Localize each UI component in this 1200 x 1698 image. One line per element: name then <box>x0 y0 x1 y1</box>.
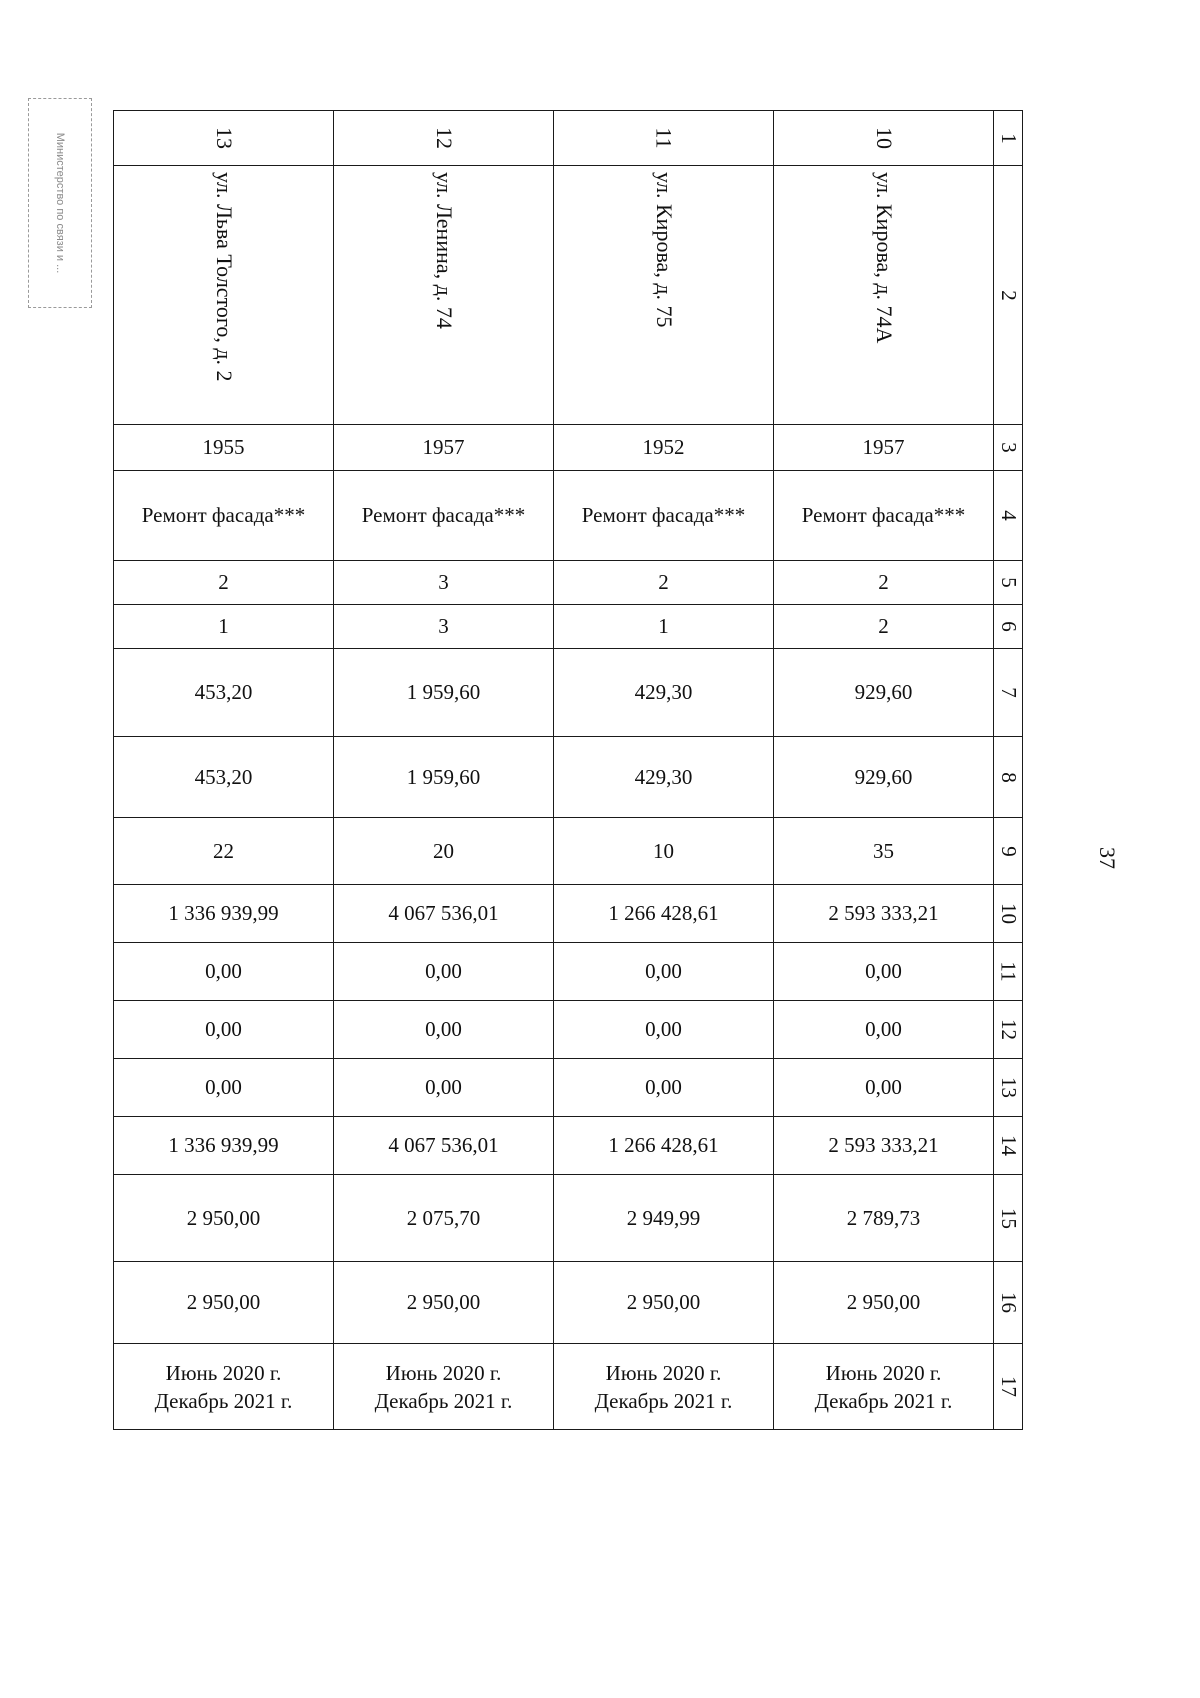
table-row <box>114 649 1023 737</box>
value-cell-c7: 453,20 <box>114 649 334 737</box>
address-cell <box>774 166 994 425</box>
table-row <box>114 1001 1023 1059</box>
value-cell-work: Ремонт фасада*** <box>114 471 334 561</box>
table-row <box>114 111 1023 166</box>
value-cell-c9: 10 <box>554 818 774 885</box>
value-cell-c16: 2 950,00 <box>554 1262 774 1344</box>
stamp-text: Министерство по связи и ... <box>54 132 66 274</box>
value-cell-c6: 1 <box>554 605 774 649</box>
value-cell-work: Ремонт фасада*** <box>554 471 774 561</box>
column-number-cell <box>994 111 1023 166</box>
value-cell-c8: 929,60 <box>774 737 994 818</box>
record-number-cell <box>334 111 554 166</box>
value-cell-c7: 929,60 <box>774 649 994 737</box>
archive-stamp <box>28 98 92 308</box>
period-start: Июнь 2020 г. <box>385 1360 502 1385</box>
record-number: 12 <box>431 127 457 149</box>
table-row <box>114 1344 1023 1430</box>
value-cell-c7: 429,30 <box>554 649 774 737</box>
value-cell-c6: 2 <box>774 605 994 649</box>
value-cell-c7: 1 959,60 <box>334 649 554 737</box>
column-number: 5 <box>996 577 1021 588</box>
value-cell-c16: 2 950,00 <box>774 1262 994 1344</box>
column-number-cell <box>994 561 1023 605</box>
table-row <box>114 605 1023 649</box>
value-cell-c10: 2 593 333,21 <box>774 885 994 943</box>
value-cell-c10: 1 266 428,61 <box>554 885 774 943</box>
table-row <box>114 737 1023 818</box>
address-text: ул. Кирова, д. 74А <box>871 172 897 344</box>
column-number: 9 <box>996 845 1021 857</box>
record-number-cell <box>114 111 334 166</box>
value-cell-work: Ремонт фасада*** <box>774 471 994 561</box>
value-cell-c12: 0,00 <box>774 1001 994 1059</box>
column-number-cell <box>994 166 1023 425</box>
column-number: 16 <box>996 1292 1021 1313</box>
value-cell-c14: 1 266 428,61 <box>554 1117 774 1175</box>
value-cell-c11: 0,00 <box>334 943 554 1001</box>
value-cell-c15: 2 949,99 <box>554 1175 774 1262</box>
record-number-cell <box>554 111 774 166</box>
table-row <box>114 425 1023 471</box>
period-start: Июнь 2020 г. <box>165 1360 282 1385</box>
period-start: Июнь 2020 г. <box>825 1360 942 1385</box>
value-cell-year: 1952 <box>554 425 774 471</box>
value-cell-c15: 2 950,00 <box>114 1175 334 1262</box>
column-number-cell <box>994 425 1023 471</box>
value-cell-year: 1957 <box>334 425 554 471</box>
table-row <box>114 818 1023 885</box>
column-number: 12 <box>996 1019 1021 1040</box>
value-cell-c6: 1 <box>114 605 334 649</box>
value-cell-c13: 0,00 <box>774 1059 994 1117</box>
column-number: 1 <box>996 132 1021 144</box>
column-number-cell <box>994 1262 1023 1344</box>
period-cell <box>774 1344 994 1430</box>
column-number: 11 <box>996 961 1021 982</box>
value-cell-c16: 2 950,00 <box>334 1262 554 1344</box>
column-number: 8 <box>996 771 1021 783</box>
table-row <box>114 561 1023 605</box>
period-end: Декабрь 2021 г. <box>154 1388 293 1413</box>
value-cell-c13: 0,00 <box>334 1059 554 1117</box>
column-number: 3 <box>996 442 1021 453</box>
period-cell <box>554 1344 774 1430</box>
column-number-cell <box>994 885 1023 943</box>
value-cell-c9: 20 <box>334 818 554 885</box>
column-number: 4 <box>996 510 1021 521</box>
column-number-cell <box>994 1117 1023 1175</box>
value-cell-c6: 3 <box>334 605 554 649</box>
period-cell <box>114 1344 334 1430</box>
housing-repair-table <box>113 110 1023 1430</box>
table-row <box>114 1117 1023 1175</box>
period-end: Декабрь 2021 г. <box>594 1388 733 1413</box>
address-cell <box>114 166 334 425</box>
column-number: 10 <box>996 903 1021 924</box>
value-cell-c16: 2 950,00 <box>114 1262 334 1344</box>
column-number-cell <box>994 1001 1023 1059</box>
column-number-cell <box>994 943 1023 1001</box>
column-number-cell <box>994 1059 1023 1117</box>
table-row <box>114 1262 1023 1344</box>
column-number-cell <box>994 1344 1023 1430</box>
record-number: 11 <box>651 127 677 149</box>
table-row <box>114 1059 1023 1117</box>
period-start: Июнь 2020 г. <box>605 1360 722 1385</box>
column-number: 17 <box>996 1376 1021 1397</box>
table-row <box>114 471 1023 561</box>
value-cell-c8: 453,20 <box>114 737 334 818</box>
column-number: 15 <box>996 1207 1021 1229</box>
column-number-cell <box>994 1175 1023 1262</box>
address-cell <box>334 166 554 425</box>
value-cell-c5: 2 <box>554 561 774 605</box>
column-number: 2 <box>996 289 1021 301</box>
page-number: 37 <box>1095 847 1120 869</box>
column-number: 14 <box>996 1135 1021 1156</box>
period-end: Декабрь 2021 г. <box>374 1388 513 1413</box>
value-cell-c14: 1 336 939,99 <box>114 1117 334 1175</box>
value-cell-year: 1957 <box>774 425 994 471</box>
record-number-cell <box>774 111 994 166</box>
value-cell-c5: 2 <box>114 561 334 605</box>
table-row <box>114 1175 1023 1262</box>
record-number: 10 <box>871 127 897 149</box>
column-number-cell <box>994 737 1023 818</box>
value-cell-c15: 2 075,70 <box>334 1175 554 1262</box>
value-cell-c13: 0,00 <box>554 1059 774 1117</box>
value-cell-c8: 1 959,60 <box>334 737 554 818</box>
value-cell-c13: 0,00 <box>114 1059 334 1117</box>
value-cell-c8: 429,30 <box>554 737 774 818</box>
value-cell-c9: 35 <box>774 818 994 885</box>
record-number: 13 <box>211 127 237 149</box>
column-number-cell <box>994 818 1023 885</box>
value-cell-c11: 0,00 <box>774 943 994 1001</box>
column-number-cell <box>994 471 1023 561</box>
address-text: ул. Льва Толстого, д. 2 <box>211 172 237 382</box>
table-row <box>114 166 1023 425</box>
column-number-cell <box>994 649 1023 737</box>
period-cell <box>334 1344 554 1430</box>
column-number: 7 <box>996 687 1021 698</box>
table-row <box>114 885 1023 943</box>
value-cell-c11: 0,00 <box>554 943 774 1001</box>
period-end: Декабрь 2021 г. <box>814 1388 953 1413</box>
address-text: ул. Кирова, д. 75 <box>651 172 677 328</box>
value-cell-c5: 2 <box>774 561 994 605</box>
table-row <box>114 943 1023 1001</box>
value-cell-c12: 0,00 <box>554 1001 774 1059</box>
value-cell-c12: 0,00 <box>334 1001 554 1059</box>
value-cell-c10: 4 067 536,01 <box>334 885 554 943</box>
value-cell-c12: 0,00 <box>114 1001 334 1059</box>
value-cell-c10: 1 336 939,99 <box>114 885 334 943</box>
value-cell-c14: 2 593 333,21 <box>774 1117 994 1175</box>
value-cell-c14: 4 067 536,01 <box>334 1117 554 1175</box>
column-number-cell <box>994 605 1023 649</box>
value-cell-c5: 3 <box>334 561 554 605</box>
column-number: 13 <box>996 1077 1021 1098</box>
address-cell <box>554 166 774 425</box>
column-number: 6 <box>996 621 1021 632</box>
value-cell-c9: 22 <box>114 818 334 885</box>
value-cell-work: Ремонт фасада*** <box>334 471 554 561</box>
address-text: ул. Ленина, д. 74 <box>431 172 457 329</box>
value-cell-year: 1955 <box>114 425 334 471</box>
value-cell-c15: 2 789,73 <box>774 1175 994 1262</box>
value-cell-c11: 0,00 <box>114 943 334 1001</box>
